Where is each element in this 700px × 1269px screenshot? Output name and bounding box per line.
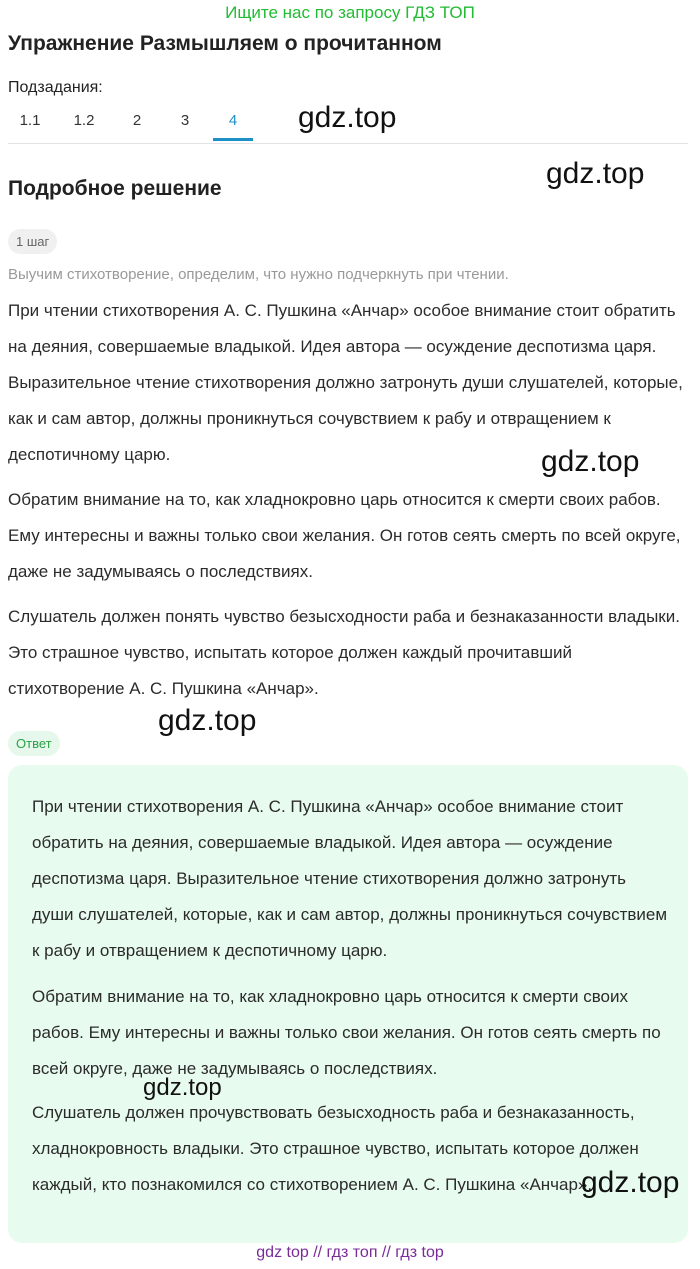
watermark: gdz.top: [143, 1074, 222, 1101]
answer-paragraph: Слушатель должен прочувствовать безысходность раба и безнаказанность, хладнокровность владыки. Это страшное чувство, испытать которое должен каждый, кто познакомился со стихотворением А. С. Пушкина «Анчар».: [32, 1103, 639, 1194]
active-tab-indicator: [213, 138, 253, 141]
watermark: gdz.top: [298, 101, 397, 134]
tab-3[interactable]: 3: [180, 112, 190, 129]
subtasks-label: Подзадания:: [8, 79, 103, 96]
step-hint: Выучим стихотворение, определим, что нужно подчеркнуть при чтении.: [8, 266, 509, 283]
watermark: gdz.top: [158, 704, 257, 737]
answer-paragraph: При чтении стихотворения А. С. Пушкина «Анчар» особое внимание стоит обратить на деяния, совершаемые владыкой. Идея автора — осуждение деспотизма царя. Выразительное чтение стихотворения должно затронуть души слушателей, которые, как и сам автор, должны проникнуться сочувствием к рабу и отвращением к деспотичному царю.: [32, 797, 668, 960]
tab-4[interactable]: 4: [228, 112, 238, 129]
step-badge: 1 шаг: [8, 229, 57, 254]
tab-2[interactable]: 2: [132, 112, 142, 129]
watermark: gdz.top: [541, 445, 640, 478]
answer-badge: Ответ: [8, 731, 60, 756]
footer-links: gdz top // гдз топ // гдз top: [256, 1244, 444, 1261]
section-title: Подробное решение: [8, 177, 222, 200]
watermark: gdz.top: [546, 157, 645, 190]
solution-paragraph: Обратим внимание на то, как хладнокровно царь относится к смерти своих рабов. Ему интересны и важны только свои желания. Он готов сеять смерть по всей округе, даже не задумываясь о последствиях.: [8, 490, 681, 581]
answer-paragraph: Обратим внимание на то, как хладнокровно царь относится к смерти своих рабов. Ему интересны и важны только свои желания. Он готов сеять смерть по всей округе, даже не задумываясь о последствиях.: [32, 987, 661, 1078]
watermark: gdz.top: [581, 1166, 680, 1199]
page-title: Упражнение Размышляем о прочитанном: [8, 32, 442, 55]
tab-1-2[interactable]: 1.2: [73, 112, 95, 129]
solution-paragraph: При чтении стихотворения А. С. Пушкина «Анчар» особое внимание стоит обратить на деяния, совершаемые владыкой. Идея автора — осуждение деспотизма царя. Выразительное чтение стихотворения должно затронуть души слушателей, которые, как и сам автор, должны проникнуться сочувствием к рабу и отвращением к деспотичному царю.: [8, 301, 683, 464]
tab-1-1[interactable]: 1.1: [19, 112, 41, 129]
solution-paragraph: Слушатель должен понять чувство безысходности раба и безнаказанности владыки. Это страшное чувство, испытать которое должен каждый прочитавший стихотворение А. С. Пушкина «Анчар».: [8, 607, 680, 698]
divider: [8, 143, 688, 144]
top-banner: Ищите нас по запросу ГДЗ ТОП: [225, 3, 475, 22]
